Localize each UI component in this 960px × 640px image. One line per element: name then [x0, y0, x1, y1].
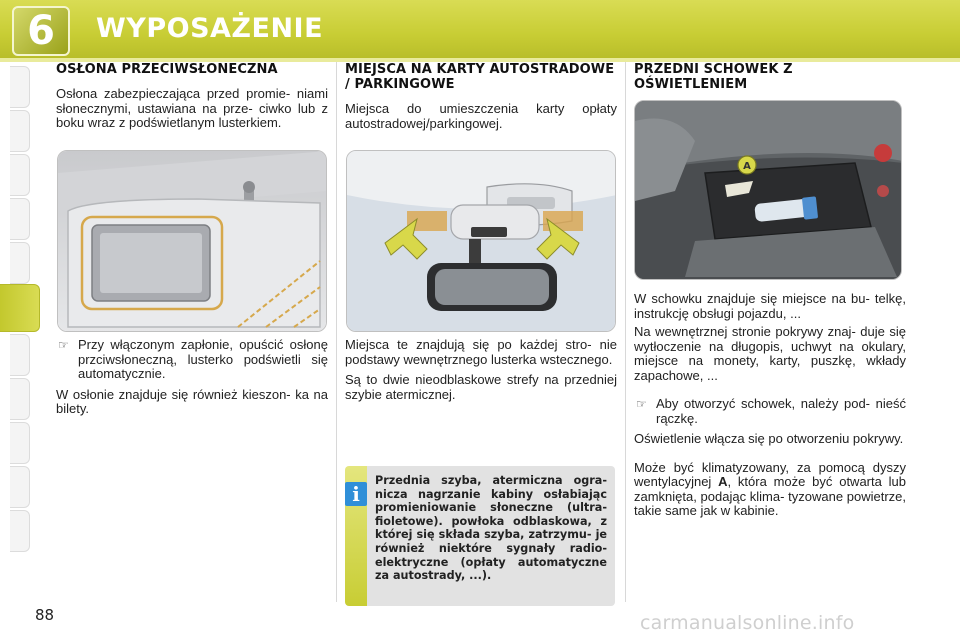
column-divider	[625, 62, 626, 602]
watermark: carmanualsonline.info	[640, 612, 855, 634]
glovebox-details	[634, 292, 906, 519]
sun-visor-bullet	[56, 338, 328, 382]
sun-visor-heading: OSŁONA PRZECIWSŁONECZNA	[56, 62, 278, 77]
card-places-details	[345, 338, 617, 402]
card-places-section	[345, 62, 617, 131]
sun-visor-illustration	[57, 150, 327, 332]
glovebox-heading: PRZEDNI SCHOWEK Z OŚWIETLENIEM	[634, 62, 793, 92]
chapter-tabs	[0, 66, 34, 576]
glovebox-section	[634, 62, 906, 92]
pointing-hand-icon: ☞	[636, 397, 647, 411]
chapter-badge	[12, 6, 70, 56]
glovebox-marker-a: A	[718, 474, 728, 489]
chapter-tab[interactable]	[10, 466, 30, 508]
chapter-number: 6	[27, 8, 55, 54]
sun-visor-section	[56, 62, 328, 131]
card-places-location: Miejsca te znajdują się po każdej stro- nie podstawy wewnętrznego lusterka wstecznego.	[345, 337, 617, 367]
chapter-tab[interactable]	[10, 334, 30, 376]
glovebox-text-4	[634, 461, 906, 519]
glovebox-label-a: A	[743, 161, 751, 172]
chapter-tab[interactable]	[10, 66, 30, 108]
info-box-text: Przednia szyba, atermiczna ogra- nicza nagrzanie kabiny osłabiając promieniowanie słoneczne (ultra- fioletowe). powłoka odblaskowa, z której się składa szyba, zatrzymu- je również niektóre sygnały radio- elektryczne (opłaty automatyczne za autostrady, ...).	[375, 474, 607, 583]
glovebox-text-1: W schowku znajduje się miejsce na bu- telkę, instrukcję obsługi pojazdu, ...	[634, 291, 906, 321]
sun-visor-note: W osłonie znajduje się również kieszon- ka na bilety.	[56, 386, 328, 416]
sun-visor-intro: Osłona zabezpieczająca przed promie- niami słonecznymi, ustawiana na prze- ciwko lub z boku wraz z podświetlanym lusterkiem.	[56, 86, 328, 130]
glovebox-illustration	[634, 100, 902, 280]
mirror-illustration	[346, 150, 616, 332]
card-places-zones: Są to dwie nieodblaskowe strefy na przedniej szybie atermicznej.	[345, 372, 617, 402]
chapter-tab[interactable]	[10, 110, 30, 152]
card-places-heading: MIEJSCA NA KARTY AUTOSTRADOWE / PARKINGOWE	[345, 62, 615, 92]
glovebox-text-4-end: , która może być otwarta lub zamknięta, podając klima- tyzowane powietrze, takie same jak w kabinie.	[634, 474, 906, 518]
chapter-tab[interactable]	[10, 154, 30, 196]
glovebox-text-3: Oświetlenie włącza się po otworzeniu pokrywy.	[634, 431, 904, 446]
glovebox-bullet-text: Aby otworzyć schowek, należy pod- nieść rączkę.	[656, 396, 906, 426]
chapter-tab[interactable]	[10, 378, 30, 420]
info-box-body	[367, 466, 615, 606]
chapter-tab[interactable]	[10, 422, 30, 464]
chapter-tab[interactable]	[10, 242, 30, 284]
pointing-hand-icon: ☞	[58, 338, 69, 352]
sun-visor-bullet-text: Przy włączonym zapłonie, opuścić osłonę przciwsłoneczną, lusterko podświetli się automatycznie.	[78, 337, 328, 381]
info-icon: i	[345, 482, 367, 506]
chapter-tab[interactable]	[10, 510, 30, 552]
page-title: WYPOSAŻENIE	[96, 13, 324, 44]
glovebox-text-2: Na wewnętrznej stronie pokrywy znaj- duje się wytłoczenie na długopis, uchwyt na okulary, miejsce na monety, karty, puszkę, wkłady zapachowe, ...	[634, 324, 906, 383]
card-places-intro: Miejsca do umieszczenia karty opłaty autostradowej/parkingowej.	[345, 101, 617, 131]
sun-visor-details	[56, 338, 328, 417]
glovebox-bullet	[634, 397, 906, 426]
page-number: 88	[35, 606, 55, 624]
info-box	[345, 466, 615, 606]
chapter-tab[interactable]	[10, 198, 30, 240]
column-divider	[336, 62, 337, 602]
glovebox-text-4-start: Może być klimatyzowany, za pomocą dyszy wentylacyjnej	[634, 459, 906, 489]
chapter-tab-active[interactable]	[0, 284, 40, 332]
